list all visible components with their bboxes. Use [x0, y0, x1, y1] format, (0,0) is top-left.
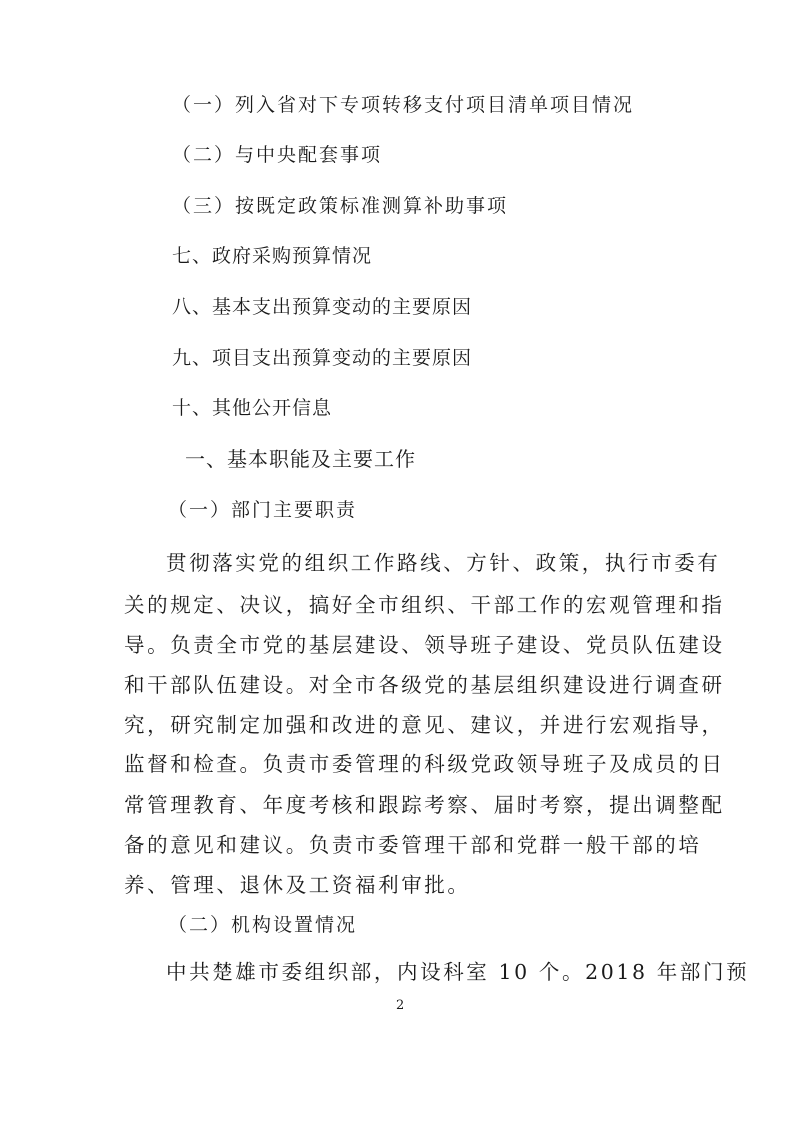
paragraph-line: 究，研究制定加强和改进的意见、建议，并进行宏观指导， — [124, 713, 725, 737]
toc-item-3: （三）按既定政策标准测算补助事项 — [172, 195, 509, 217]
paragraph-line: 监督和检查。负责市委管理的科级党政领导班子及成员的日 — [124, 752, 725, 776]
toc-section-9: 九、项目支出预算变动的主要原因 — [172, 347, 473, 369]
section-heading: 一、基本职能及主要工作 — [185, 447, 416, 471]
subsection-title-2: （二）机构设置情况 — [168, 914, 358, 936]
page-number: 2 — [396, 998, 405, 1013]
paragraph-line: 贯彻落实党的组织工作路线、方针、政策，执行市委有 — [166, 551, 721, 575]
paragraph-line: 养、管理、退休及工资福利审批。 — [124, 873, 471, 897]
toc-item-2: （二）与中央配套事项 — [172, 144, 383, 166]
toc-section-7: 七、政府采购预算情况 — [172, 245, 373, 267]
paragraph-line: 备的意见和建议。负责市委管理干部和党群一般干部的培 — [124, 833, 702, 857]
toc-section-10: 十、其他公开信息 — [172, 397, 333, 419]
toc-section-8: 八、基本支出预算变动的主要原因 — [172, 296, 473, 318]
subsection-title-1: （一）部门主要职责 — [168, 499, 358, 521]
toc-item-1: （一）列入省对下专项转移支付项目清单项目情况 — [172, 94, 635, 116]
paragraph-line: 和干部队伍建设。对全市各级党的基层组织建设进行调查研 — [124, 673, 725, 697]
paragraph-line: 常管理教育、年度考核和跟踪考察、届时考察，提出调整配 — [124, 793, 725, 817]
paragraph-line: 中共楚雄市委组织部，内设科室 10 个。2018 年部门预 — [166, 960, 750, 984]
paragraph-line: 导。负责全市党的基层建设、领导班子建设、党员队伍建设 — [124, 633, 725, 657]
paragraph-line: 关的规定、决议，搞好全市组织、干部工作的宏观管理和指 — [124, 593, 725, 617]
